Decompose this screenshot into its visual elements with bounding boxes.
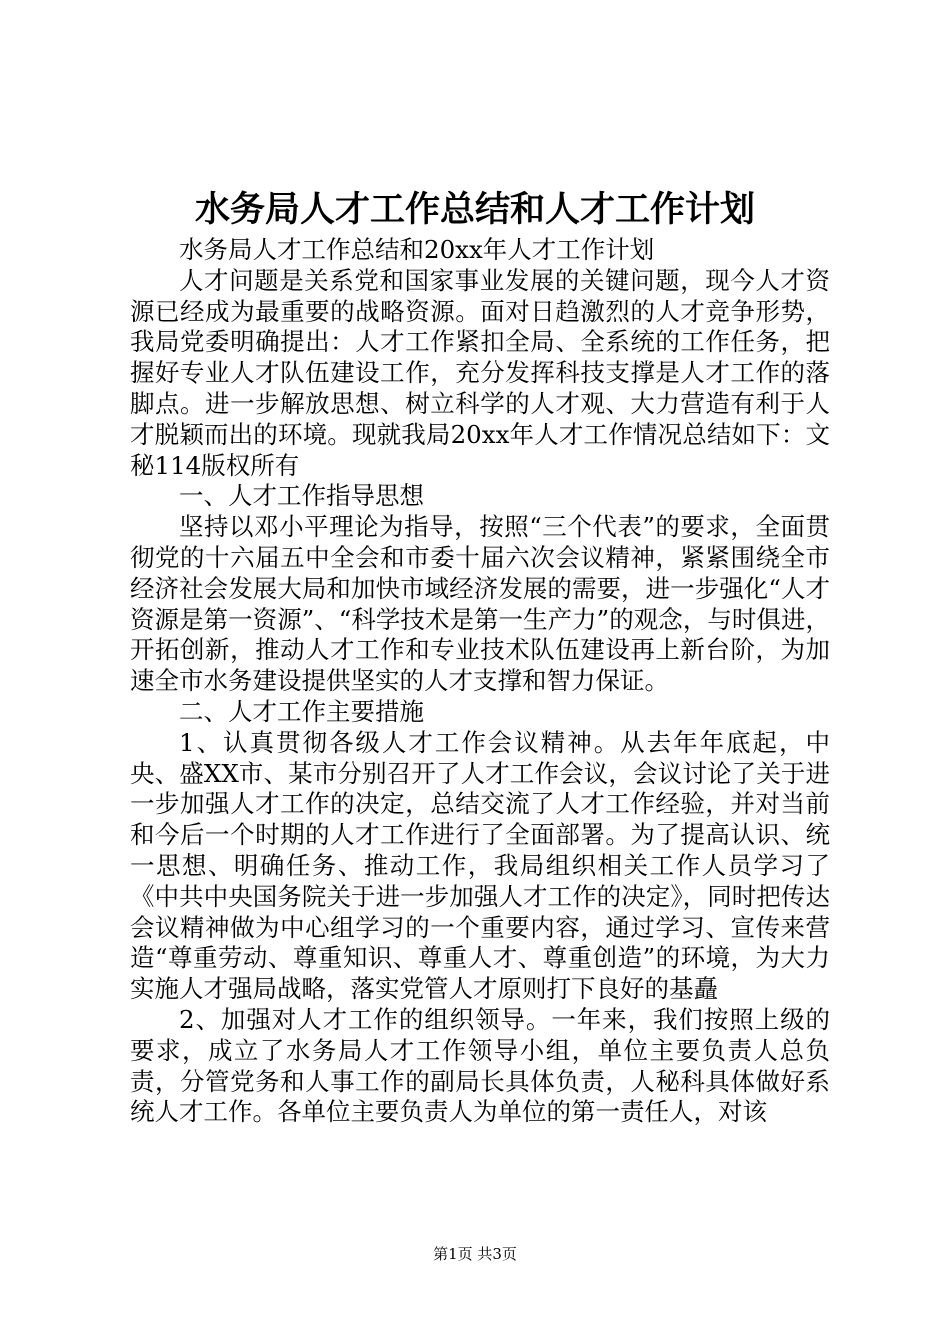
- document-title: 水务局人才工作总结和人才工作计划: [194, 189, 755, 230]
- page-footer: 第1页 共3页: [433, 1245, 517, 1263]
- subtitle-paragraph: 水务局人才工作总结和20xx年人才工作计划: [179, 235, 655, 264]
- measure-1-paragraph: 1、认真贯彻各级人才工作会议精神。从去年年底起，中央、盛XX市、某市分别召开了人才工作会议，会议讨论了关于进一步加强人才工作的决定，总结交流了人才工作经验，并对当前和今后一个时期的人才工作进行了全面部署。为了提高认识、统一思想、明确任务、推动工作，我局组织相关工作人员学习了《中共中央国务院关于进一步加强人才工作的决定》，同时把传达会议精神做为中心组学习的一个重要内容，通过学习、宣传来营造“尊重劳动、尊重知识、尊重人才、尊重创造”的环境，为大力实施人才强局战略，落实党管人才原则打下良好的基矗: [130, 727, 830, 1004]
- guiding-thought-paragraph: 坚持以邓小平理论为指导，按照“三个代表”的要求，全面贯彻党的十六届五中全会和市委十届六次会议精神，紧紧围绕全市经济社会发展大局和加快市域经济发展的需要，进一步强化“人才资源是第一资源”、“科学技术是第一生产力”的观念，与时俱进，开拓创新，推动人才工作和专业技术队伍建设再上新台阶，为加速全市水务建设提供坚实的人才支撑和智力保证。: [130, 512, 830, 696]
- section-heading-guiding-thought: 一、人才工作指导思想: [179, 481, 424, 511]
- section-heading-main-measures: 二、人才工作主要措施: [179, 696, 424, 726]
- document-body: [130, 235, 830, 1128]
- measure-2-paragraph: 2、加强对人才工作的组织领导。一年来，我们按照上级的要求，成立了水务局人才工作领导小组，单位主要负责人总负责，分管党务和人事工作的副局长具体负责，人秘科具体做好系统人才工作。各单位主要负责人为单位的第一责任人，对该: [130, 1004, 830, 1127]
- intro-paragraph: 人才问题是关系党和国家事业发展的关键问题，现今人才资源已经成为最重要的战略资源。面对日趋激烈的人才竞争形势，我局党委明确提出：人才工作紧扣全局、全系统的工作任务，把握好专业人才队伍建设工作，充分发挥科技支撑是人才工作的落脚点。进一步解放思想、树立科学的人才观、大力营造有利于人才脱颖而出的环境。现就我局20xx年人才工作情况总结如下：文秘114版权所有: [130, 265, 830, 480]
